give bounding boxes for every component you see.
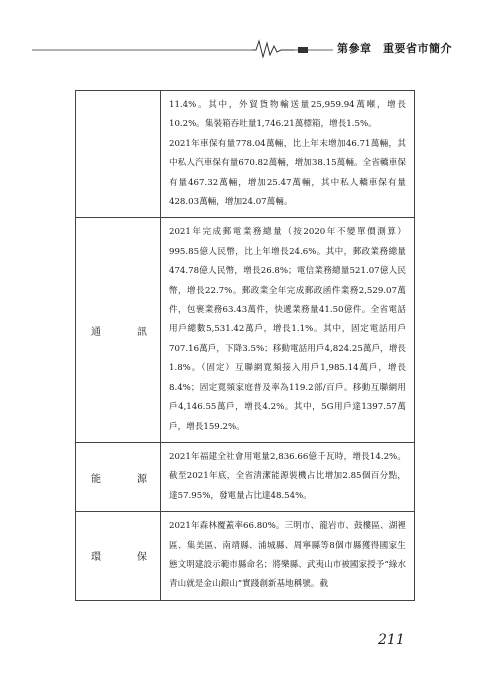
category-label: 能 (91, 473, 101, 485)
province-info-table (75, 90, 415, 601)
table-row (76, 442, 415, 511)
page-header (32, 38, 452, 58)
category-label: 訊 (137, 326, 147, 338)
category-cell (76, 512, 161, 601)
page-number: 211 (378, 632, 405, 648)
content-cell (161, 91, 415, 218)
content-cell (161, 218, 415, 442)
category-label: 保 (137, 552, 147, 564)
category-label: 環 (91, 552, 101, 564)
table-row (76, 218, 415, 442)
content-paragraph: 2021年森林覆蓋率66.80%。三明市、龍岩市、鼓樓區、湖裡區、集美區、南靖縣、浦城縣、周寧縣等8個市縣獲得國家生態文明建設示範市縣命名；將樂縣、武夷山市被國家授予“綠水青山就是金山銀山”實踐創新基地稱號。截 (169, 521, 406, 590)
category-label: 源 (137, 473, 147, 485)
category-cell (76, 442, 161, 511)
table-row (76, 512, 415, 601)
content-cell (161, 442, 415, 511)
content-paragraph: 2021年車保有量778.04萬輛，比上年末增加46.71萬輛，其中私人汽車保有量670.82萬輛，增加38.15萬輛。全省轎車保有量467.32萬輛，增加25.47萬輛，其中私人轎車保有量428.03萬輛，增加24.07萬輛。 (169, 138, 406, 208)
category-label: 通 (91, 326, 101, 338)
table-row (76, 91, 415, 218)
content-paragraph: 11.4%。其中，外貿貨物輸送量25,959.94萬噸，增長10.2%。集裝箱吞吐量1,746.21萬標箱，增長1.5%。 (169, 100, 406, 130)
category-cell (76, 218, 161, 442)
content-paragraph: 2021年福建全社會用電量2,836.66億千瓦時，增長14.2%。截至2021年底，全省清潔能源裝機占比增加2.85個百分點，達57.95%，發電量占比達48.54%。 (169, 451, 406, 501)
content-cell (161, 512, 415, 601)
content-paragraph: 2021年完成郵電業務總量（按2020年不變單價測算）995.85億人民幣，比上年增長24.6%。其中，郵政業務總量474.78億人民幣，增長26.8%；電信業務總量521.07億人民幣，增長22.7%。郵政業全年完成郵政函件業務2,529.07萬件，包裹業務63.43萬件，快遞業務量41.50億件。全省電話用戶總數5,531.42萬戶，增長1.1%。其中，固定電話用戶707.16萬戶，下降3.5%；移動電話用戶4,824.25萬戶，增長1.8%。（固定）互聯網寬頻接入用戶1,985.14萬戶，增長8.4%；固定寬頻家庭普及率為119.2部/百戶。移動互聯網用戶4,146.55萬戶，增長4.2%。其中，5G用戶達1397.57萬戶，增長159.2%。 (169, 227, 406, 432)
chapter-title: 第參章 重要省市簡介 (333, 40, 452, 56)
category-cell (76, 91, 161, 218)
